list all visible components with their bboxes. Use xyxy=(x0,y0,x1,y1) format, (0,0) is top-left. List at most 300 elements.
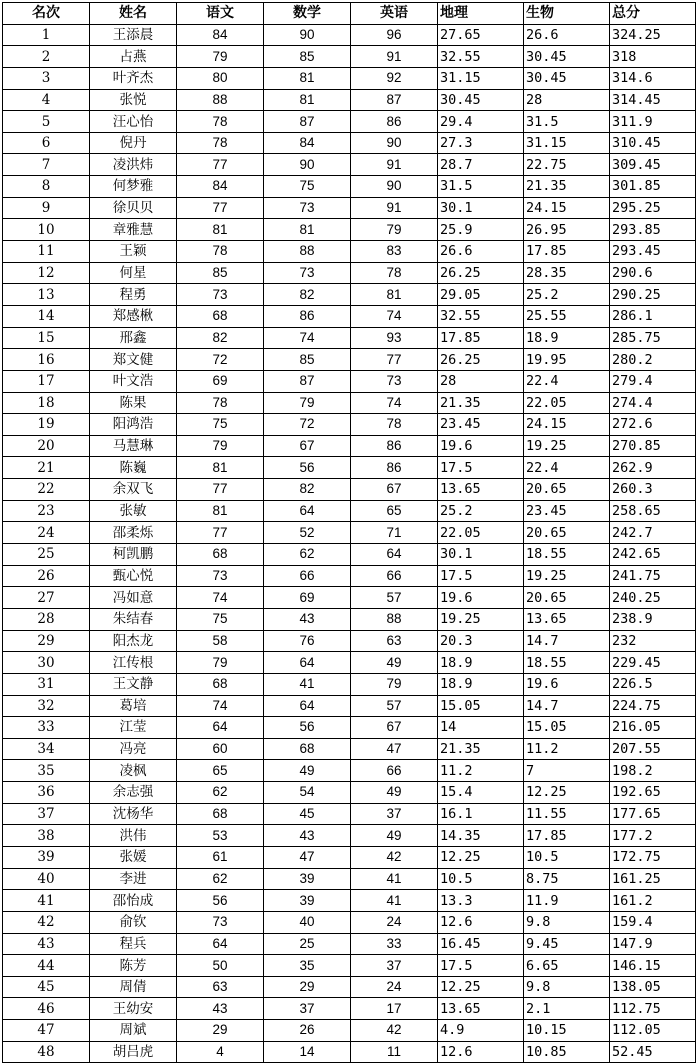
cell-biology: 17.85 xyxy=(524,825,610,847)
cell-math: 90 xyxy=(264,154,351,176)
cell-name: 叶文浩 xyxy=(90,370,177,392)
cell-name: 何梦雅 xyxy=(90,176,177,198)
cell-geography: 15.4 xyxy=(438,782,524,804)
cell-math: 14 xyxy=(264,1041,351,1063)
cell-name: 周倩 xyxy=(90,976,177,998)
cell-english: 87 xyxy=(351,89,438,111)
cell-biology: 30.45 xyxy=(524,67,610,89)
cell-biology: 28.35 xyxy=(524,262,610,284)
cell-name: 张悦 xyxy=(90,89,177,111)
cell-total: 224.75 xyxy=(610,695,696,717)
cell-name: 俞钦 xyxy=(90,911,177,933)
table-row xyxy=(3,46,696,68)
cell-name: 江传根 xyxy=(90,652,177,674)
cell-english: 79 xyxy=(351,219,438,241)
cell-name: 马慧琳 xyxy=(90,435,177,457)
cell-math: 87 xyxy=(264,111,351,133)
cell-geography: 14.35 xyxy=(438,825,524,847)
cell-english: 91 xyxy=(351,154,438,176)
cell-geography: 11.2 xyxy=(438,760,524,782)
cell-geography: 19.6 xyxy=(438,435,524,457)
cell-name: 何星 xyxy=(90,262,177,284)
cell-chinese: 74 xyxy=(177,695,264,717)
cell-chinese: 61 xyxy=(177,846,264,868)
cell-chinese: 68 xyxy=(177,544,264,566)
table-row xyxy=(3,241,696,263)
cell-rank: 4 xyxy=(3,89,90,111)
cell-rank: 15 xyxy=(3,327,90,349)
cell-total: 112.75 xyxy=(610,998,696,1020)
cell-math: 62 xyxy=(264,544,351,566)
cell-geography: 13.65 xyxy=(438,998,524,1020)
cell-english: 91 xyxy=(351,197,438,219)
cell-biology: 6.65 xyxy=(524,955,610,977)
cell-english: 77 xyxy=(351,349,438,371)
cell-chinese: 65 xyxy=(177,760,264,782)
cell-math: 56 xyxy=(264,457,351,479)
cell-chinese: 60 xyxy=(177,738,264,760)
cell-total: 274.4 xyxy=(610,392,696,414)
cell-math: 69 xyxy=(264,587,351,609)
cell-total: 280.2 xyxy=(610,349,696,371)
cell-total: 314.45 xyxy=(610,89,696,111)
table-row xyxy=(3,1041,696,1063)
cell-total: 279.4 xyxy=(610,370,696,392)
table-row xyxy=(3,89,696,111)
cell-english: 17 xyxy=(351,998,438,1020)
cell-biology: 7 xyxy=(524,760,610,782)
cell-rank: 9 xyxy=(3,197,90,219)
table-row xyxy=(3,803,696,825)
cell-rank: 48 xyxy=(3,1041,90,1063)
cell-english: 65 xyxy=(351,500,438,522)
cell-total: 286.1 xyxy=(610,305,696,327)
cell-math: 43 xyxy=(264,608,351,630)
cell-math: 39 xyxy=(264,868,351,890)
cell-english: 86 xyxy=(351,435,438,457)
cell-math: 79 xyxy=(264,392,351,414)
cell-english: 57 xyxy=(351,587,438,609)
cell-total: 112.05 xyxy=(610,1020,696,1042)
cell-rank: 13 xyxy=(3,284,90,306)
cell-biology: 28 xyxy=(524,89,610,111)
cell-geography: 18.9 xyxy=(438,652,524,674)
cell-english: 74 xyxy=(351,392,438,414)
cell-english: 86 xyxy=(351,457,438,479)
cell-total: 293.85 xyxy=(610,219,696,241)
cell-total: 318 xyxy=(610,46,696,68)
cell-geography: 23.45 xyxy=(438,414,524,436)
cell-english: 57 xyxy=(351,695,438,717)
cell-math: 85 xyxy=(264,46,351,68)
cell-name: 占燕 xyxy=(90,46,177,68)
cell-name: 陈果 xyxy=(90,392,177,414)
cell-name: 程兵 xyxy=(90,933,177,955)
cell-english: 90 xyxy=(351,132,438,154)
cell-name: 余双飞 xyxy=(90,479,177,501)
cell-rank: 33 xyxy=(3,717,90,739)
table-row xyxy=(3,479,696,501)
cell-total: 229.45 xyxy=(610,652,696,674)
cell-biology: 11.55 xyxy=(524,803,610,825)
cell-geography: 26.25 xyxy=(438,349,524,371)
cell-total: 198.2 xyxy=(610,760,696,782)
cell-total: 290.25 xyxy=(610,284,696,306)
cell-math: 29 xyxy=(264,976,351,998)
table-row xyxy=(3,500,696,522)
cell-english: 41 xyxy=(351,868,438,890)
cell-chinese: 78 xyxy=(177,241,264,263)
cell-math: 81 xyxy=(264,219,351,241)
cell-math: 68 xyxy=(264,738,351,760)
cell-rank: 17 xyxy=(3,370,90,392)
cell-chinese: 79 xyxy=(177,652,264,674)
table-row xyxy=(3,846,696,868)
cell-biology: 22.05 xyxy=(524,392,610,414)
cell-rank: 47 xyxy=(3,1020,90,1042)
cell-chinese: 73 xyxy=(177,565,264,587)
cell-biology: 24.15 xyxy=(524,197,610,219)
cell-math: 87 xyxy=(264,370,351,392)
cell-math: 52 xyxy=(264,522,351,544)
cell-biology: 26.6 xyxy=(524,24,610,46)
cell-geography: 14 xyxy=(438,717,524,739)
cell-name: 王文静 xyxy=(90,673,177,695)
cell-biology: 30.45 xyxy=(524,46,610,68)
cell-math: 41 xyxy=(264,673,351,695)
cell-chinese: 84 xyxy=(177,176,264,198)
cell-biology: 17.85 xyxy=(524,241,610,263)
cell-total: 240.25 xyxy=(610,587,696,609)
cell-geography: 25.9 xyxy=(438,219,524,241)
table-row xyxy=(3,695,696,717)
cell-chinese: 64 xyxy=(177,717,264,739)
cell-name: 郑感楸 xyxy=(90,305,177,327)
cell-english: 24 xyxy=(351,911,438,933)
cell-total: 161.2 xyxy=(610,890,696,912)
cell-english: 67 xyxy=(351,717,438,739)
cell-math: 49 xyxy=(264,760,351,782)
cell-geography: 18.9 xyxy=(438,673,524,695)
cell-name: 凌洪炜 xyxy=(90,154,177,176)
table-row xyxy=(3,933,696,955)
cell-biology: 25.55 xyxy=(524,305,610,327)
cell-chinese: 85 xyxy=(177,262,264,284)
cell-rank: 35 xyxy=(3,760,90,782)
cell-english: 78 xyxy=(351,262,438,284)
cell-english: 66 xyxy=(351,565,438,587)
table-row xyxy=(3,414,696,436)
cell-name: 胡吕虎 xyxy=(90,1041,177,1063)
cell-rank: 26 xyxy=(3,565,90,587)
table-row xyxy=(3,673,696,695)
cell-english: 71 xyxy=(351,522,438,544)
cell-name: 郑文健 xyxy=(90,349,177,371)
table-row xyxy=(3,457,696,479)
cell-geography: 22.05 xyxy=(438,522,524,544)
cell-biology: 12.25 xyxy=(524,782,610,804)
cell-geography: 20.3 xyxy=(438,630,524,652)
cell-biology: 14.7 xyxy=(524,630,610,652)
cell-geography: 21.35 xyxy=(438,392,524,414)
cell-biology: 20.65 xyxy=(524,479,610,501)
cell-chinese: 68 xyxy=(177,305,264,327)
cell-geography: 12.6 xyxy=(438,911,524,933)
header-math: 数学 xyxy=(264,3,351,25)
cell-chinese: 77 xyxy=(177,479,264,501)
cell-total: 177.2 xyxy=(610,825,696,847)
cell-biology: 23.45 xyxy=(524,500,610,522)
cell-chinese: 88 xyxy=(177,89,264,111)
cell-total: 52.45 xyxy=(610,1041,696,1063)
table-row xyxy=(3,176,696,198)
cell-math: 75 xyxy=(264,176,351,198)
cell-math: 37 xyxy=(264,998,351,1020)
table-body xyxy=(3,24,696,1063)
cell-name: 朱结春 xyxy=(90,608,177,630)
cell-rank: 6 xyxy=(3,132,90,154)
cell-rank: 14 xyxy=(3,305,90,327)
cell-chinese: 63 xyxy=(177,976,264,998)
cell-chinese: 75 xyxy=(177,414,264,436)
cell-biology: 15.05 xyxy=(524,717,610,739)
cell-math: 82 xyxy=(264,479,351,501)
cell-math: 45 xyxy=(264,803,351,825)
cell-geography: 4.9 xyxy=(438,1020,524,1042)
cell-rank: 34 xyxy=(3,738,90,760)
cell-biology: 19.6 xyxy=(524,673,610,695)
cell-math: 74 xyxy=(264,327,351,349)
cell-chinese: 50 xyxy=(177,955,264,977)
cell-total: 270.85 xyxy=(610,435,696,457)
cell-english: 11 xyxy=(351,1041,438,1063)
cell-english: 66 xyxy=(351,760,438,782)
cell-biology: 22.75 xyxy=(524,154,610,176)
header-rank: 名次 xyxy=(3,3,90,25)
cell-name: 沈杨华 xyxy=(90,803,177,825)
cell-math: 66 xyxy=(264,565,351,587)
cell-chinese: 29 xyxy=(177,1020,264,1042)
table-row xyxy=(3,370,696,392)
cell-name: 邢鑫 xyxy=(90,327,177,349)
cell-math: 81 xyxy=(264,67,351,89)
table-row xyxy=(3,24,696,46)
table-row xyxy=(3,544,696,566)
table-row xyxy=(3,67,696,89)
cell-english: 86 xyxy=(351,111,438,133)
cell-total: 161.25 xyxy=(610,868,696,890)
cell-name: 甄心悦 xyxy=(90,565,177,587)
cell-math: 64 xyxy=(264,695,351,717)
cell-biology: 10.5 xyxy=(524,846,610,868)
table-row xyxy=(3,868,696,890)
cell-biology: 13.65 xyxy=(524,608,610,630)
cell-name: 邵柔烁 xyxy=(90,522,177,544)
cell-chinese: 81 xyxy=(177,457,264,479)
table-row xyxy=(3,955,696,977)
cell-geography: 15.05 xyxy=(438,695,524,717)
cell-chinese: 58 xyxy=(177,630,264,652)
cell-geography: 32.55 xyxy=(438,46,524,68)
cell-name: 王幼安 xyxy=(90,998,177,1020)
cell-geography: 31.5 xyxy=(438,176,524,198)
header-name: 姓名 xyxy=(90,3,177,25)
cell-english: 49 xyxy=(351,652,438,674)
cell-geography: 26.25 xyxy=(438,262,524,284)
cell-geography: 28 xyxy=(438,370,524,392)
cell-rank: 37 xyxy=(3,803,90,825)
cell-total: 262.9 xyxy=(610,457,696,479)
cell-math: 54 xyxy=(264,782,351,804)
cell-total: 241.75 xyxy=(610,565,696,587)
cell-total: 309.45 xyxy=(610,154,696,176)
cell-math: 72 xyxy=(264,414,351,436)
table-row xyxy=(3,522,696,544)
cell-chinese: 72 xyxy=(177,349,264,371)
cell-total: 207.55 xyxy=(610,738,696,760)
cell-chinese: 81 xyxy=(177,219,264,241)
cell-name: 冯亮 xyxy=(90,738,177,760)
cell-chinese: 43 xyxy=(177,998,264,1020)
table-row xyxy=(3,154,696,176)
cell-rank: 39 xyxy=(3,846,90,868)
cell-math: 26 xyxy=(264,1020,351,1042)
cell-geography: 28.7 xyxy=(438,154,524,176)
cell-rank: 46 xyxy=(3,998,90,1020)
cell-total: 310.45 xyxy=(610,132,696,154)
cell-rank: 32 xyxy=(3,695,90,717)
cell-chinese: 81 xyxy=(177,500,264,522)
cell-english: 93 xyxy=(351,327,438,349)
cell-chinese: 53 xyxy=(177,825,264,847)
cell-geography: 29.4 xyxy=(438,111,524,133)
cell-rank: 23 xyxy=(3,500,90,522)
cell-rank: 27 xyxy=(3,587,90,609)
cell-rank: 11 xyxy=(3,241,90,263)
cell-geography: 25.2 xyxy=(438,500,524,522)
cell-math: 82 xyxy=(264,284,351,306)
cell-name: 凌枫 xyxy=(90,760,177,782)
table-row xyxy=(3,998,696,1020)
header-total: 总分 xyxy=(610,3,696,25)
cell-chinese: 68 xyxy=(177,803,264,825)
cell-biology: 22.4 xyxy=(524,457,610,479)
cell-geography: 26.6 xyxy=(438,241,524,263)
cell-english: 42 xyxy=(351,846,438,868)
cell-biology: 31.15 xyxy=(524,132,610,154)
cell-geography: 13.65 xyxy=(438,479,524,501)
cell-name: 冯如意 xyxy=(90,587,177,609)
cell-english: 91 xyxy=(351,46,438,68)
cell-rank: 21 xyxy=(3,457,90,479)
table-row xyxy=(3,132,696,154)
cell-rank: 1 xyxy=(3,24,90,46)
cell-biology: 8.75 xyxy=(524,868,610,890)
cell-rank: 25 xyxy=(3,544,90,566)
cell-geography: 12.6 xyxy=(438,1041,524,1063)
cell-geography: 17.85 xyxy=(438,327,524,349)
cell-rank: 8 xyxy=(3,176,90,198)
cell-rank: 16 xyxy=(3,349,90,371)
cell-name: 邵怡成 xyxy=(90,890,177,912)
cell-rank: 42 xyxy=(3,911,90,933)
cell-geography: 21.35 xyxy=(438,738,524,760)
cell-english: 67 xyxy=(351,479,438,501)
header-chinese: 语文 xyxy=(177,3,264,25)
cell-name: 葛培 xyxy=(90,695,177,717)
table-row xyxy=(3,911,696,933)
cell-name: 陈巍 xyxy=(90,457,177,479)
cell-biology: 19.25 xyxy=(524,435,610,457)
cell-chinese: 64 xyxy=(177,933,264,955)
table-row xyxy=(3,976,696,998)
cell-biology: 25.2 xyxy=(524,284,610,306)
cell-math: 84 xyxy=(264,132,351,154)
cell-chinese: 62 xyxy=(177,782,264,804)
table-row xyxy=(3,608,696,630)
table-row xyxy=(3,392,696,414)
cell-rank: 3 xyxy=(3,67,90,89)
cell-total: 159.4 xyxy=(610,911,696,933)
cell-total: 216.05 xyxy=(610,717,696,739)
cell-name: 阳杰龙 xyxy=(90,630,177,652)
cell-math: 64 xyxy=(264,652,351,674)
cell-english: 33 xyxy=(351,933,438,955)
cell-math: 40 xyxy=(264,911,351,933)
cell-english: 96 xyxy=(351,24,438,46)
cell-geography: 30.1 xyxy=(438,197,524,219)
cell-name: 江莹 xyxy=(90,717,177,739)
cell-total: 293.45 xyxy=(610,241,696,263)
cell-biology: 10.15 xyxy=(524,1020,610,1042)
cell-math: 56 xyxy=(264,717,351,739)
cell-chinese: 79 xyxy=(177,46,264,68)
cell-name: 徐贝贝 xyxy=(90,197,177,219)
cell-chinese: 73 xyxy=(177,911,264,933)
cell-math: 64 xyxy=(264,500,351,522)
cell-rank: 18 xyxy=(3,392,90,414)
cell-total: 238.9 xyxy=(610,608,696,630)
cell-math: 73 xyxy=(264,262,351,284)
cell-rank: 10 xyxy=(3,219,90,241)
cell-biology: 20.65 xyxy=(524,522,610,544)
cell-english: 41 xyxy=(351,890,438,912)
cell-rank: 2 xyxy=(3,46,90,68)
cell-english: 49 xyxy=(351,782,438,804)
table-row xyxy=(3,760,696,782)
cell-math: 76 xyxy=(264,630,351,652)
cell-english: 81 xyxy=(351,284,438,306)
cell-english: 78 xyxy=(351,414,438,436)
cell-rank: 38 xyxy=(3,825,90,847)
cell-math: 88 xyxy=(264,241,351,263)
cell-name: 章雅慧 xyxy=(90,219,177,241)
cell-rank: 7 xyxy=(3,154,90,176)
cell-rank: 36 xyxy=(3,782,90,804)
cell-math: 67 xyxy=(264,435,351,457)
cell-total: 260.3 xyxy=(610,479,696,501)
header-row xyxy=(3,3,696,25)
cell-rank: 41 xyxy=(3,890,90,912)
cell-biology: 9.8 xyxy=(524,976,610,998)
cell-rank: 44 xyxy=(3,955,90,977)
cell-total: 314.6 xyxy=(610,67,696,89)
table-row xyxy=(3,738,696,760)
cell-geography: 19.6 xyxy=(438,587,524,609)
cell-total: 146.15 xyxy=(610,955,696,977)
cell-name: 王添晨 xyxy=(90,24,177,46)
cell-biology: 26.95 xyxy=(524,219,610,241)
